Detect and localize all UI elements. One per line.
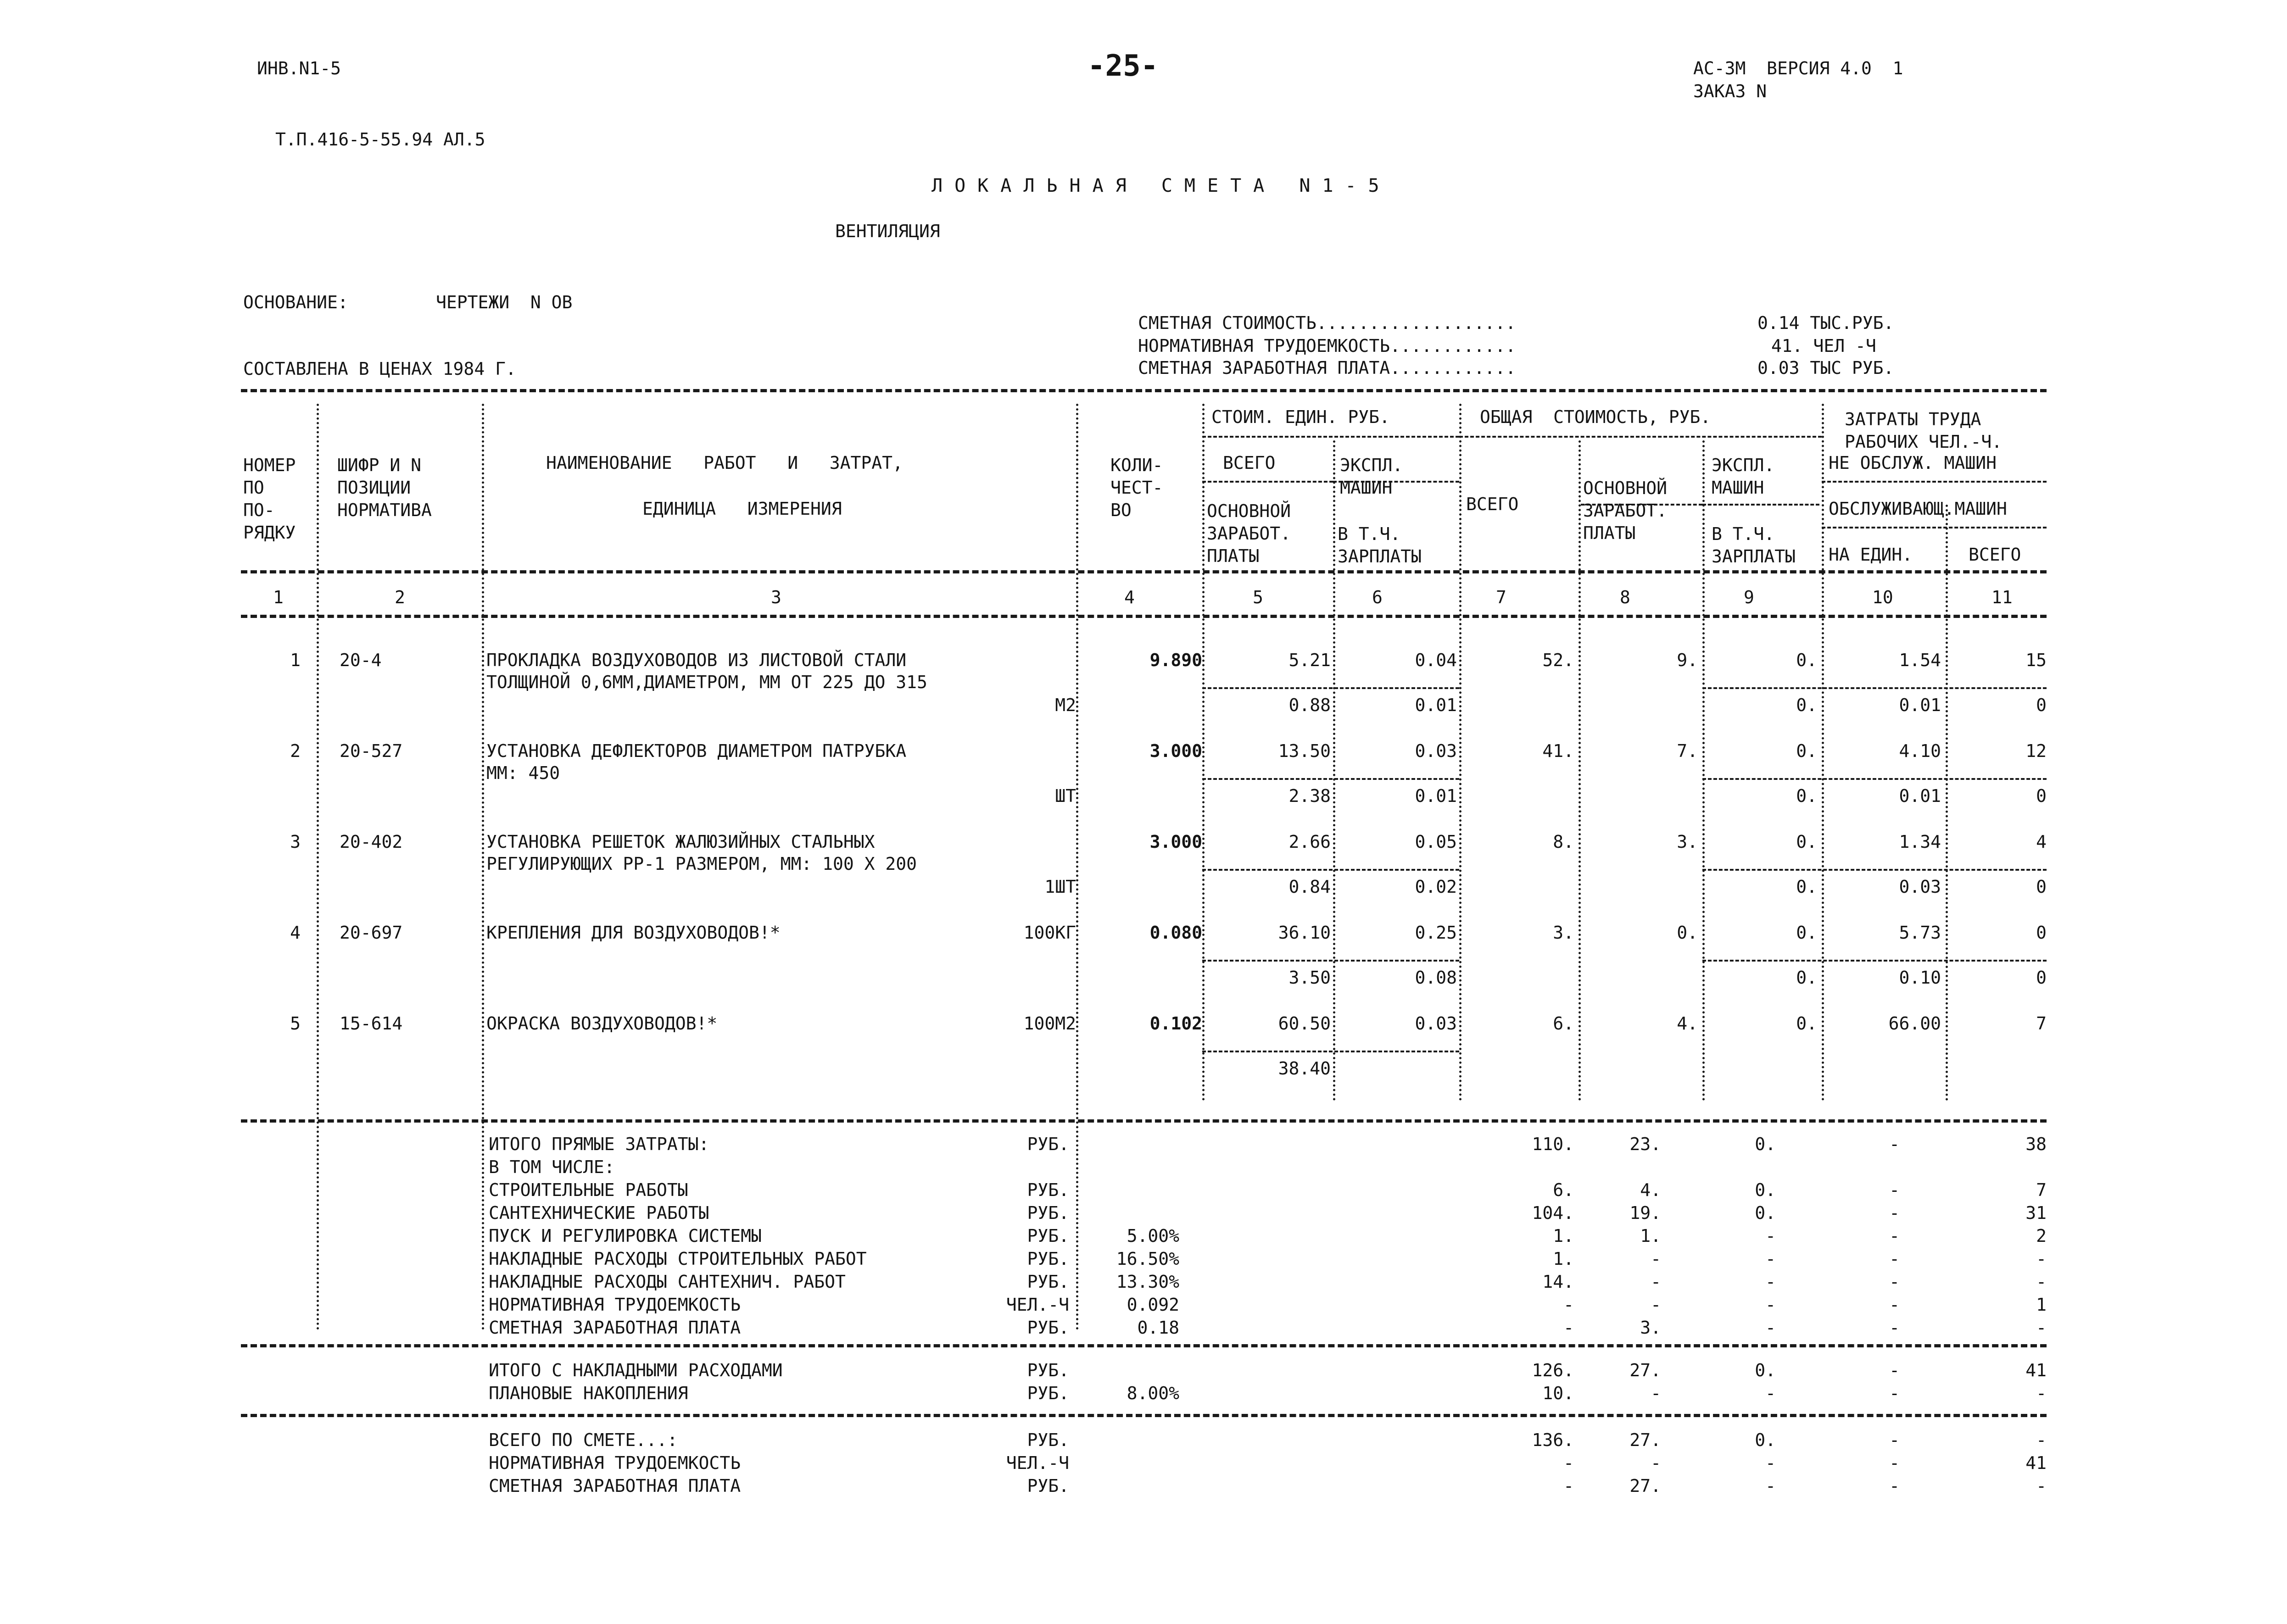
header-code: ШИФР И N ПОЗИЦИИ НОРМАТИВА: [337, 455, 432, 520]
total-labor-unit: -: [1889, 1476, 1900, 1496]
total-unit: РУБ.: [1027, 1249, 1069, 1269]
work-name: УСТАНОВКА РЕШЕТОК ЖАЛЮЗИЙНЫХ СТАЛЬНЫХ: [486, 832, 875, 852]
unit: 100М2: [1023, 1013, 1076, 1034]
unit-machines: 0.03: [1415, 1013, 1457, 1034]
labor-per-unit: 5.73: [1899, 923, 1941, 943]
total-unit: РУБ.: [1027, 1430, 1069, 1450]
total-label: СМЕТНАЯ ЗАРАБОТНАЯ ПЛАТА: [489, 1318, 741, 1338]
total-label: СМЕТНАЯ ЗАРАБОТНАЯ ПЛАТА: [489, 1476, 741, 1496]
totals-divider-rule: [241, 1344, 2047, 1347]
total-machines: 0.: [1755, 1134, 1776, 1154]
total-label: ИТОГО ПРЯМЫЕ ЗАТРАТЫ:: [489, 1134, 709, 1154]
total-cost: 3.: [1553, 923, 1574, 943]
document-subtitle: ВЕНТИЛЯЦИЯ: [835, 221, 940, 241]
summary-value: 0.14 ТЫС.РУБ.: [1757, 313, 1894, 333]
table-end-rule: [241, 1119, 2047, 1123]
total-label: В ТОМ ЧИСЛЕ:: [489, 1157, 615, 1177]
total-label: ПЛАНОВЫЕ НАКОПЛЕНИЯ: [489, 1383, 688, 1403]
row-number: 4: [290, 923, 301, 943]
total-labor-unit: -: [1889, 1203, 1900, 1223]
unit-total: 2.66: [1289, 832, 1331, 852]
unit-machine-wage: 0.01: [1415, 786, 1457, 806]
labor-total: 4: [2036, 832, 2047, 852]
inventory-number: ИНВ.N1-5: [257, 58, 341, 78]
unit-machines: 0.04: [1415, 650, 1457, 670]
unit-total: 36.10: [1278, 923, 1331, 943]
total-machines: -: [1765, 1318, 1776, 1338]
total-cost: -: [1563, 1318, 1574, 1338]
unit-machines: 0.03: [1415, 741, 1457, 761]
norm-code: 20-4: [340, 650, 382, 670]
total-labor: -: [2036, 1476, 2047, 1496]
column-number: 4: [1124, 587, 1135, 607]
total-unit: РУБ.: [1027, 1383, 1069, 1403]
header-labor: ЗАТРАТЫ ТРУДА РАБОЧИХ ЧЕЛ.-Ч.: [1845, 409, 2003, 452]
header-subrule: [1459, 436, 1822, 438]
total-labor: 7: [2036, 1180, 2047, 1200]
machine-labor-per-unit: 0.03: [1899, 877, 1941, 897]
work-name-cont: РЕГУЛИРУЮЩИХ РР-1 РАЗМЕРОМ, ММ: 100 Х 200: [486, 854, 917, 874]
norm-code: 20-697: [340, 923, 403, 943]
row-number: 3: [290, 832, 301, 852]
total-unit: РУБ.: [1027, 1226, 1069, 1246]
total-rate: 8.00%: [1127, 1383, 1179, 1403]
total-labor: -: [2036, 1249, 2047, 1269]
total-cost: 10.: [1542, 1383, 1574, 1403]
total-wage: 27.: [1629, 1360, 1661, 1380]
column-separator: [1702, 440, 1705, 1101]
total-labor: 2: [2036, 1226, 2047, 1246]
column-separator: [1076, 404, 1078, 1330]
total-unit: РУБ.: [1027, 1360, 1069, 1380]
header-subrule: [1702, 504, 1819, 506]
total-labor: 1: [2036, 1295, 2047, 1315]
total-labor: 41: [2025, 1453, 2047, 1473]
header-unit-wage: ОСНОВНОЙ ЗАРАБОТ. ПЛАТЫ: [1207, 501, 1291, 566]
total-wage: 4.: [1640, 1180, 1661, 1200]
machine-wage: 0.: [1796, 695, 1817, 715]
unit-wage: 0.84: [1289, 877, 1331, 897]
summary-label: НОРМАТИВНАЯ ТРУДОЕМКОСТЬ............: [1138, 336, 1516, 356]
total-machines: 0.: [1796, 741, 1817, 761]
total-wage: -: [1651, 1383, 1661, 1403]
total-rate: 0.092: [1127, 1295, 1179, 1315]
header-unit-machines: ЭКСПЛ. МАШИН: [1340, 455, 1403, 498]
total-cost: 41.: [1542, 741, 1574, 761]
total-labor-unit: -: [1889, 1272, 1900, 1292]
machine-wage: 0.: [1796, 877, 1817, 897]
total-rate: 5.00%: [1127, 1226, 1179, 1246]
quantity: 0.080: [1149, 923, 1202, 943]
total-wage: -: [1651, 1453, 1661, 1473]
machine-labor-per-unit: 0.01: [1899, 786, 1941, 806]
total-cost: -: [1563, 1295, 1574, 1315]
total-cost: 126.: [1532, 1360, 1574, 1380]
unit-machines: 0.25: [1415, 923, 1457, 943]
total-wage: -: [1651, 1272, 1661, 1292]
machine-labor-total: 0: [2036, 786, 2047, 806]
labor-per-unit: 66.00: [1888, 1013, 1941, 1034]
total-cost: 6.: [1553, 1180, 1574, 1200]
column-number: 2: [395, 587, 405, 607]
machine-labor-total: 0: [2036, 695, 2047, 715]
total-unit: РУБ.: [1027, 1272, 1069, 1292]
total-cost: 52.: [1542, 650, 1574, 670]
column-number: 5: [1253, 587, 1263, 607]
header-labor-per-unit: НА ЕДИН.: [1829, 545, 1913, 565]
work-name: КРЕПЛЕНИЯ ДЛЯ ВОЗДУХОВОДОВ!*: [486, 923, 781, 943]
quantity: 3.000: [1149, 741, 1202, 761]
summary-label: СМЕТНАЯ СТОИМОСТЬ...................: [1138, 313, 1516, 333]
total-wage: 4.: [1677, 1013, 1698, 1034]
total-wage: 27.: [1629, 1476, 1661, 1496]
machine-wage: 0.: [1796, 968, 1817, 988]
header-subrule: [1202, 481, 1333, 483]
total-machines: -: [1765, 1453, 1776, 1473]
header-unit-cost: СТОИМ. ЕДИН. РУБ.: [1211, 407, 1390, 427]
summary-value: 0.03 ТЫС РУБ.: [1757, 358, 1894, 378]
total-cost: 8.: [1553, 832, 1574, 852]
quantity: 0.102: [1149, 1013, 1202, 1034]
total-labor: 38: [2025, 1134, 2047, 1154]
row-subrule: [1702, 960, 2047, 962]
column-number: 6: [1372, 587, 1383, 607]
column-numbers-rule: [241, 615, 2047, 618]
header-total-cost: ОБЩАЯ СТОИМОСТЬ, РУБ.: [1480, 407, 1711, 427]
total-label: НОРМАТИВНАЯ ТРУДОЕМКОСТЬ: [489, 1295, 741, 1315]
machine-labor-total: 0: [2036, 877, 2047, 897]
total-unit: РУБ.: [1027, 1476, 1069, 1496]
total-cost: 104.: [1532, 1203, 1574, 1223]
summary-label: СМЕТНАЯ ЗАРАБОТНАЯ ПЛАТА............: [1138, 358, 1516, 378]
total-machines: -: [1765, 1226, 1776, 1246]
row-subrule: [1202, 687, 1459, 689]
row-subrule: [1202, 778, 1459, 780]
row-subrule: [1202, 1051, 1459, 1052]
unit-total: 5.21: [1289, 650, 1331, 670]
total-labor: -: [2036, 1318, 2047, 1338]
labor-per-unit: 1.54: [1899, 650, 1941, 670]
total-rate: 0.18: [1137, 1318, 1179, 1338]
column-separator: [317, 404, 319, 1330]
total-machines: 0.: [1755, 1203, 1776, 1223]
total-label: САНТЕХНИЧЕСКИЕ РАБОТЫ: [489, 1203, 709, 1223]
header-bottom-rule: [241, 570, 2047, 573]
row-number: 2: [290, 741, 301, 761]
norm-code: 20-527: [340, 741, 403, 761]
column-number: 9: [1744, 587, 1754, 607]
total-unit: РУБ.: [1027, 1203, 1069, 1223]
total-cost: 136.: [1532, 1430, 1574, 1450]
total-wage: 7.: [1677, 741, 1698, 761]
unit: 1ШТ: [1044, 877, 1076, 897]
total-wage: 19.: [1629, 1203, 1661, 1223]
total-labor-unit: -: [1889, 1430, 1900, 1450]
total-labor-unit: -: [1889, 1360, 1900, 1380]
total-wage: 0.: [1677, 923, 1698, 943]
unit: ШТ: [1055, 786, 1076, 806]
total-machines: -: [1765, 1476, 1776, 1496]
unit-wage: 3.50: [1289, 968, 1331, 988]
total-labor: 31: [2025, 1203, 2047, 1223]
total-wage: 27.: [1629, 1430, 1661, 1450]
total-unit: РУБ.: [1027, 1180, 1069, 1200]
total-wage: 9.: [1677, 650, 1698, 670]
total-rate: 16.50%: [1116, 1249, 1179, 1269]
total-machines: 0.: [1755, 1430, 1776, 1450]
machine-labor-per-unit: 0.01: [1899, 695, 1941, 715]
labor-total: 0: [2036, 923, 2047, 943]
header-row-number: НОМЕР ПО ПО- РЯДКУ: [243, 455, 296, 543]
work-name-cont: ТОЛЩИНОЙ 0,6ММ,ДИАМЕТРОМ, ММ ОТ 225 ДО 315: [486, 672, 927, 692]
labor-per-unit: 4.10: [1899, 741, 1941, 761]
column-number: 1: [273, 587, 284, 607]
total-label: ВСЕГО ПО СМЕТЕ...:: [489, 1430, 678, 1450]
labor-total: 7: [2036, 1013, 2047, 1034]
unit-total: 60.50: [1278, 1013, 1331, 1034]
total-machines: -: [1765, 1295, 1776, 1315]
total-machines: 0.: [1796, 923, 1817, 943]
header-total: ВСЕГО: [1466, 494, 1519, 514]
norm-code: 20-402: [340, 832, 403, 852]
total-rate: 13.30%: [1116, 1272, 1179, 1292]
total-labor-unit: -: [1889, 1453, 1900, 1473]
row-number: 1: [290, 650, 301, 670]
column-separator: [1202, 404, 1205, 1101]
page-number: -25-: [1088, 49, 1159, 83]
unit-machines: 0.05: [1415, 832, 1457, 852]
row-subrule: [1202, 869, 1459, 871]
header-total-machine-wage: В Т.Ч. ЗАРПЛАТЫ: [1712, 524, 1796, 567]
header-unit-machine-wage: В Т.Ч. ЗАРПЛАТЫ: [1338, 524, 1422, 567]
norm-code: 15-614: [340, 1013, 403, 1034]
row-subrule: [1702, 778, 2047, 780]
total-cost: 1.: [1553, 1226, 1574, 1246]
total-labor: -: [2036, 1272, 2047, 1292]
column-separator: [1579, 440, 1581, 1101]
work-name: УСТАНОВКА ДЕФЛЕКТОРОВ ДИАМЕТРОМ ПАТРУБКА: [486, 741, 907, 761]
total-machines: -: [1765, 1272, 1776, 1292]
header-quantity: КОЛИ- ЧЕСТ- ВО: [1110, 455, 1163, 520]
total-machines: -: [1765, 1249, 1776, 1269]
unit-wage: 0.88: [1289, 695, 1331, 715]
labor-per-unit: 1.34: [1899, 832, 1941, 852]
total-cost: 110.: [1532, 1134, 1574, 1154]
total-unit: РУБ.: [1027, 1318, 1069, 1338]
header-subrule: [1822, 481, 2047, 483]
header-subrule: [1202, 436, 1459, 438]
total-label: ИТОГО С НАКЛАДНЫМИ РАСХОДАМИ: [489, 1360, 783, 1380]
total-label: ПУСК И РЕГУЛИРОВКА СИСТЕМЫ: [489, 1226, 762, 1246]
total-wage: 3.: [1640, 1318, 1661, 1338]
total-labor-unit: -: [1889, 1318, 1900, 1338]
document-title: ЛОКАЛЬНАЯ СМЕТА N1-5: [932, 175, 1391, 196]
column-number: 10: [1872, 587, 1893, 607]
total-labor: 41: [2025, 1360, 2047, 1380]
total-unit: РУБ.: [1027, 1134, 1069, 1154]
total-machines: 0.: [1755, 1180, 1776, 1200]
total-label: НОРМАТИВНАЯ ТРУДОЕМКОСТЬ: [489, 1453, 741, 1473]
prices-year: СОСТАВЛЕНА В ЦЕНАХ 1984 Г.: [243, 359, 516, 379]
total-labor: -: [2036, 1383, 2047, 1403]
total-labor-unit: -: [1889, 1295, 1900, 1315]
total-labor-unit: -: [1889, 1134, 1900, 1154]
column-separator: [1333, 440, 1335, 1101]
row-subrule: [1702, 869, 2047, 871]
labor-total: 15: [2025, 650, 2047, 670]
project-code: Т.П.416-5-55.94 АЛ.5: [275, 129, 485, 150]
column-number: 7: [1496, 587, 1506, 607]
unit-wage: 38.40: [1278, 1058, 1331, 1079]
header-unit: ЕДИНИЦА ИЗМЕРЕНИЯ: [642, 499, 842, 519]
row-number: 5: [290, 1013, 301, 1034]
summary-value: 41. ЧЕЛ -Ч: [1771, 336, 1876, 356]
unit-wage: 2.38: [1289, 786, 1331, 806]
totals-divider-rule: [241, 1414, 2047, 1417]
total-cost: 14.: [1542, 1272, 1574, 1292]
total-label: НАКЛАДНЫЕ РАСХОДЫ САНТЕХНИЧ. РАБОТ: [489, 1272, 846, 1292]
total-cost: -: [1563, 1453, 1574, 1473]
unit-machine-wage: 0.01: [1415, 695, 1457, 715]
quantity: 9.890: [1149, 650, 1202, 670]
total-labor-unit: -: [1889, 1383, 1900, 1403]
total-cost: 1.: [1553, 1249, 1574, 1269]
basis-label: ОСНОВАНИЕ:: [243, 292, 348, 312]
total-wage: -: [1651, 1249, 1661, 1269]
total-wage: -: [1651, 1295, 1661, 1315]
quantity: 3.000: [1149, 832, 1202, 852]
total-cost: 6.: [1553, 1013, 1574, 1034]
header-subrule: [1822, 527, 2047, 528]
unit-total: 13.50: [1278, 741, 1331, 761]
total-labor-unit: -: [1889, 1180, 1900, 1200]
machine-labor-total: 0: [2036, 968, 2047, 988]
total-machines: 0.: [1796, 832, 1817, 852]
machine-wage: 0.: [1796, 786, 1817, 806]
unit: М2: [1055, 695, 1076, 715]
total-unit: ЧЕЛ.-Ч: [1006, 1453, 1069, 1473]
column-number: 3: [771, 587, 781, 607]
header-labor-workers: НЕ ОБСЛУЖ. МАШИН: [1829, 453, 1997, 473]
header-total-wage: ОСНОВНОЙ ЗАРАБОТ. ПЛАТЫ: [1583, 478, 1668, 543]
total-label: НАКЛАДНЫЕ РАСХОДЫ СТРОИТЕЛЬНЫХ РАБОТ: [489, 1249, 867, 1269]
unit-machine-wage: 0.08: [1415, 968, 1457, 988]
total-wage: 23.: [1629, 1134, 1661, 1154]
row-subrule: [1202, 960, 1459, 962]
header-labor-total: ВСЕГО: [1969, 545, 2021, 565]
header-total-machines: ЭКСПЛ. МАШИН: [1712, 455, 1775, 498]
total-machines: 0.: [1796, 1013, 1817, 1034]
program-version: АС-3М ВЕРСИЯ 4.0 1: [1693, 58, 1903, 78]
work-name: ПРОКЛАДКА ВОЗДУХОВОДОВ ИЗ ЛИСТОВОЙ СТАЛИ: [486, 650, 907, 670]
basis-value: ЧЕРТЕЖИ N ОВ: [436, 292, 573, 312]
table-top-rule: [241, 389, 2047, 392]
total-machines: -: [1765, 1383, 1776, 1403]
total-unit: ЧЕЛ.-Ч: [1006, 1295, 1069, 1315]
total-label: СТРОИТЕЛЬНЫЕ РАБОТЫ: [489, 1180, 688, 1200]
work-name-cont: ММ: 450: [486, 763, 560, 783]
total-labor: -: [2036, 1430, 2047, 1450]
header-labor-machines: ОБСЛУЖИВАЮЩ.МАШИН: [1829, 499, 2007, 519]
row-subrule: [1702, 687, 2047, 689]
unit-machine-wage: 0.02: [1415, 877, 1457, 897]
column-number: 11: [1991, 587, 2013, 607]
total-labor-unit: -: [1889, 1249, 1900, 1269]
header-name: НАИМЕНОВАНИЕ РАБОТ И ЗАТРАТ,: [546, 453, 903, 473]
column-separator: [482, 404, 484, 1330]
order-number: ЗАКАЗ N: [1693, 81, 1767, 101]
total-machines: 0.: [1755, 1360, 1776, 1380]
total-labor-unit: -: [1889, 1226, 1900, 1246]
machine-labor-per-unit: 0.10: [1899, 968, 1941, 988]
header-unit-total: ВСЕГО: [1223, 453, 1276, 473]
labor-total: 12: [2025, 741, 2047, 761]
total-machines: 0.: [1796, 650, 1817, 670]
unit: 100КГ: [1023, 923, 1076, 943]
column-number: 8: [1620, 587, 1630, 607]
work-name: ОКРАСКА ВОЗДУХОВОДОВ!*: [486, 1013, 718, 1034]
total-wage: 1.: [1640, 1226, 1661, 1246]
total-cost: -: [1563, 1476, 1574, 1496]
total-wage: 3.: [1677, 832, 1698, 852]
